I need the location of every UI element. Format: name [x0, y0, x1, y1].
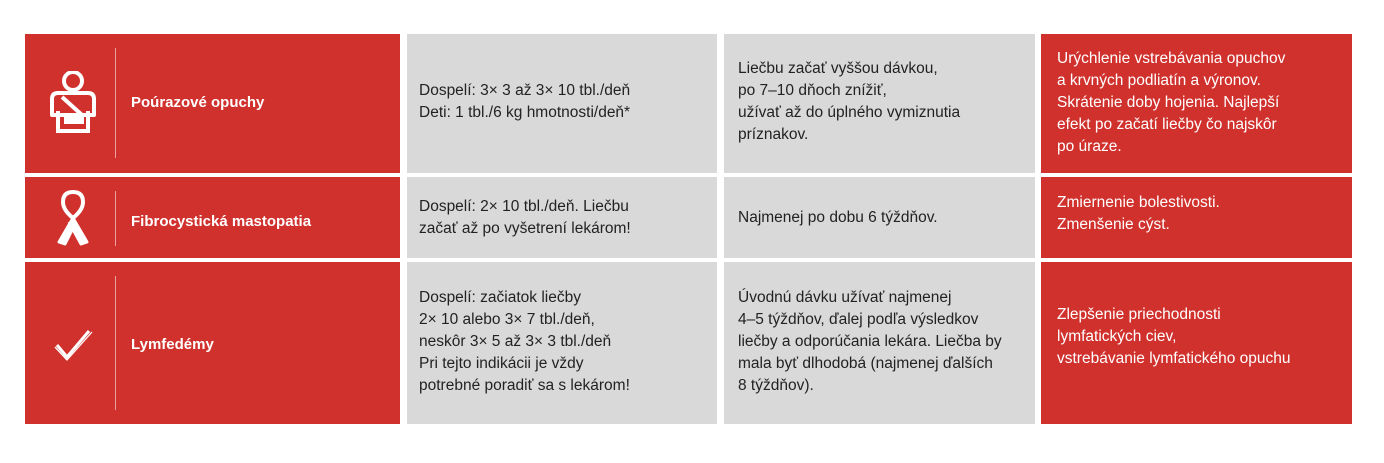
table-row — [25, 34, 1352, 173]
dosage-text: Dospelí: 3× 3 až 3× 10 tbl./deň Deti: 1 tbl./6 kg hmotnosti/deň* — [419, 82, 631, 121]
duration-cell — [724, 34, 1035, 173]
indication-cell — [25, 262, 400, 424]
indication-label: Fibrocystická mastopatia — [131, 213, 312, 230]
dosage-cell — [407, 177, 717, 258]
indication-cell — [25, 34, 400, 173]
effect-cell — [1041, 34, 1352, 173]
divider — [115, 191, 116, 246]
effect-text: Zlepšenie priechodnosti lymfatických ciev, vstrebávanie lymfatického opuchu — [1057, 306, 1291, 367]
indication-label: Poúrazové opuchy — [131, 94, 265, 111]
duration-text: Liečbu začať vyššou dávkou, po 7–10 dňoch znížiť, užívať až do úplného vymiznutia príznakov. — [738, 60, 961, 143]
injured-person-icon — [43, 68, 103, 136]
table-row — [25, 177, 1352, 258]
effect-text: Zmiernenie bolestivosti. Zmenšenie cýst. — [1057, 194, 1220, 233]
divider — [115, 48, 116, 158]
dosage-text: Dospelí: 2× 10 tbl./deň. Liečbu začať až po vyšetrení lekárom! — [419, 198, 631, 237]
divider — [115, 276, 116, 410]
dosage-cell — [407, 34, 717, 173]
duration-cell — [724, 262, 1035, 424]
awareness-ribbon-icon — [43, 187, 103, 247]
effect-text: Urýchlenie vstrebávania opuchov a krvných podliatín a výronov. Skrátenie doby hojenia. Najlepší efekt po začatí liečby čo najskôr po úraze. — [1057, 50, 1286, 155]
effect-cell — [1041, 177, 1352, 258]
indication-cell — [25, 177, 400, 258]
duration-cell — [724, 177, 1035, 258]
effect-cell — [1041, 262, 1352, 424]
dosage-text: Dospelí: začiatok liečby 2× 10 alebo 3× 7 tbl./deň, neskôr 3× 5 až 3× 3 tbl./deň Pri tejto indikácii je vždy potrebné poradiť sa s lekárom! — [419, 289, 630, 394]
table-row — [25, 262, 1352, 424]
indication-label: Lymfedémy — [131, 336, 214, 353]
duration-text: Úvodnú dávku užívať najmenej 4–5 týždňov, ďalej podľa výsledkov liečby a odporúčania lekára. Liečba by mala byť dlhodobá (najmenej ďalších 8 týždňov). — [738, 289, 1002, 394]
checkmark-icon — [43, 324, 103, 364]
duration-text: Najmenej po dobu 6 týždňov. — [738, 209, 938, 226]
dosage-cell — [407, 262, 717, 424]
